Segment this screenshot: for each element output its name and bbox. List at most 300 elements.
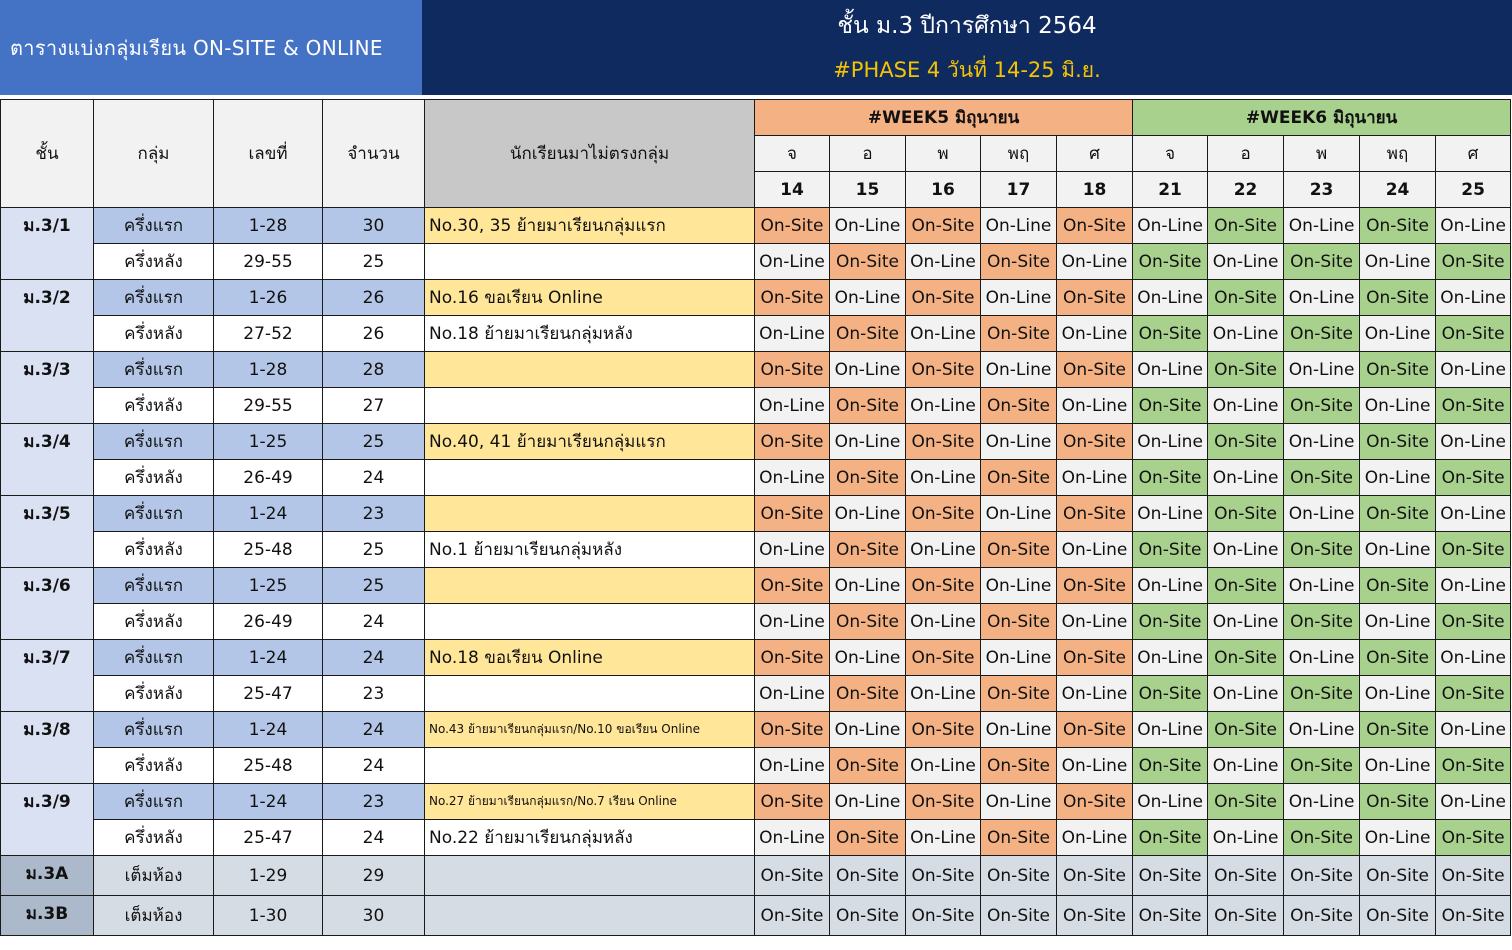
- mode-cell: On-Line: [1436, 208, 1511, 244]
- mode-cell: On-Site: [1284, 604, 1360, 640]
- group-cell: ครึ่งหลัง: [94, 748, 214, 784]
- group-cell: ครึ่งแรก: [94, 280, 214, 316]
- date-label: 15: [830, 172, 906, 208]
- mode-cell: On-Line: [906, 316, 981, 352]
- mode-cell: On-Line: [1436, 568, 1511, 604]
- day-label: จ: [755, 136, 830, 172]
- date-label: 17: [981, 172, 1057, 208]
- mode-cell: On-Site: [1057, 856, 1133, 896]
- day-label: จ: [1133, 136, 1208, 172]
- mode-cell: On-Line: [1133, 568, 1208, 604]
- mode-cell: On-Site: [1208, 712, 1284, 748]
- note-cell: No.18 ย้ายมาเรียนกลุ่มหลัง: [425, 316, 755, 352]
- mode-cell: On-Site: [755, 496, 830, 532]
- count-cell: 25: [323, 532, 425, 568]
- mode-cell: On-Line: [906, 532, 981, 568]
- mode-cell: On-Line: [1133, 784, 1208, 820]
- mode-cell: On-Site: [906, 280, 981, 316]
- mode-cell: On-Line: [1208, 460, 1284, 496]
- class-cell: ม.3/9: [1, 784, 94, 856]
- mode-cell: On-Site: [1284, 316, 1360, 352]
- mode-cell: On-Line: [755, 244, 830, 280]
- mode-cell: On-Site: [981, 388, 1057, 424]
- mode-cell: On-Site: [1133, 896, 1208, 936]
- count-cell: 24: [323, 604, 425, 640]
- note-cell: No.30, 35 ย้ายมาเรียนกลุ่มแรก: [425, 208, 755, 244]
- mode-cell: On-Line: [1057, 532, 1133, 568]
- group-cell: ครึ่งแรก: [94, 640, 214, 676]
- group-cell: เต็มห้อง: [94, 856, 214, 896]
- group-cell: ครึ่งแรก: [94, 424, 214, 460]
- mode-cell: On-Site: [1057, 208, 1133, 244]
- mode-cell: On-Site: [981, 896, 1057, 936]
- table-row: [1, 496, 1511, 532]
- class-cell: ม.3/5: [1, 496, 94, 568]
- mode-cell: On-Line: [1208, 748, 1284, 784]
- note-cell: [425, 896, 755, 936]
- count-cell: 26: [323, 280, 425, 316]
- mode-cell: On-Line: [1057, 604, 1133, 640]
- group-cell: ครึ่งแรก: [94, 208, 214, 244]
- mode-cell: On-Line: [830, 712, 906, 748]
- mode-cell: On-Line: [906, 748, 981, 784]
- mode-cell: On-Line: [906, 820, 981, 856]
- mode-cell: On-Line: [1284, 496, 1360, 532]
- mode-cell: On-Line: [981, 568, 1057, 604]
- mode-cell: On-Site: [1284, 676, 1360, 712]
- mode-cell: On-Line: [1208, 604, 1284, 640]
- note-cell: [425, 604, 755, 640]
- mode-cell: On-Line: [981, 280, 1057, 316]
- mode-cell: On-Line: [755, 748, 830, 784]
- mode-cell: On-Site: [1133, 388, 1208, 424]
- mode-cell: On-Site: [1057, 352, 1133, 388]
- mode-cell: On-Site: [906, 712, 981, 748]
- mode-cell: On-Line: [1284, 568, 1360, 604]
- mode-cell: On-Site: [830, 244, 906, 280]
- mode-cell: On-Site: [981, 748, 1057, 784]
- mode-cell: On-Site: [1436, 604, 1511, 640]
- mode-cell: On-Site: [830, 748, 906, 784]
- week5-header: #WEEK5 มิถุนายน: [755, 100, 1133, 136]
- mode-cell: On-Line: [830, 496, 906, 532]
- numbers-cell: 25-48: [214, 532, 323, 568]
- mode-cell: On-Site: [1208, 784, 1284, 820]
- mode-cell: On-Site: [1436, 460, 1511, 496]
- mode-cell: On-Line: [1284, 424, 1360, 460]
- count-cell: 26: [323, 316, 425, 352]
- mode-cell: On-Site: [1436, 896, 1511, 936]
- mode-cell: On-Line: [1133, 424, 1208, 460]
- numbers-cell: 1-28: [214, 352, 323, 388]
- group-cell: ครึ่งแรก: [94, 712, 214, 748]
- numbers-cell: 25-48: [214, 748, 323, 784]
- mode-cell: On-Site: [1208, 856, 1284, 896]
- mode-cell: On-Site: [755, 568, 830, 604]
- header-note: นักเรียนมาไม่ตรงกลุ่ม: [425, 100, 755, 208]
- mode-cell: On-Site: [830, 896, 906, 936]
- mode-cell: On-Site: [1284, 896, 1360, 936]
- note-cell: [425, 460, 755, 496]
- mode-cell: On-Site: [1133, 856, 1208, 896]
- numbers-cell: 1-24: [214, 784, 323, 820]
- date-label: 24: [1360, 172, 1436, 208]
- mode-cell: On-Site: [1208, 568, 1284, 604]
- count-cell: 29: [323, 856, 425, 896]
- count-cell: 23: [323, 496, 425, 532]
- count-cell: 24: [323, 748, 425, 784]
- mode-cell: On-Site: [1133, 460, 1208, 496]
- mode-cell: On-Site: [1436, 532, 1511, 568]
- mode-cell: On-Site: [981, 532, 1057, 568]
- mode-cell: On-Line: [1208, 316, 1284, 352]
- note-cell: [425, 244, 755, 280]
- mode-cell: On-Site: [906, 496, 981, 532]
- mode-cell: On-Site: [1360, 640, 1436, 676]
- mode-cell: On-Site: [1436, 748, 1511, 784]
- note-cell: [425, 496, 755, 532]
- mode-cell: On-Site: [755, 856, 830, 896]
- table-row: [1, 604, 1511, 640]
- class-cell: ม.3/1: [1, 208, 94, 280]
- mode-cell: On-Site: [906, 640, 981, 676]
- mode-cell: On-Site: [755, 640, 830, 676]
- mode-cell: On-Line: [1360, 316, 1436, 352]
- mode-cell: On-Site: [906, 896, 981, 936]
- day-label: พ: [906, 136, 981, 172]
- mode-cell: On-Line: [1436, 424, 1511, 460]
- date-label: 22: [1208, 172, 1284, 208]
- count-cell: 23: [323, 784, 425, 820]
- note-cell: No.43 ย้ายมาเรียนกลุ่มแรก/No.10 ขอเรียน Online: [425, 712, 755, 748]
- day-label: พฤ: [1360, 136, 1436, 172]
- class-cell: ม.3/8: [1, 712, 94, 784]
- mode-cell: On-Line: [1360, 676, 1436, 712]
- numbers-cell: 1-29: [214, 856, 323, 896]
- mode-cell: On-Line: [1436, 352, 1511, 388]
- day-label: พ: [1284, 136, 1360, 172]
- mode-cell: On-Site: [906, 208, 981, 244]
- note-cell: [425, 352, 755, 388]
- mode-cell: On-Site: [1133, 676, 1208, 712]
- group-cell: ครึ่งแรก: [94, 496, 214, 532]
- date-label: 21: [1133, 172, 1208, 208]
- numbers-cell: 1-24: [214, 496, 323, 532]
- count-cell: 30: [323, 208, 425, 244]
- mode-cell: On-Line: [1436, 784, 1511, 820]
- mode-cell: On-Line: [755, 316, 830, 352]
- table-row: [1, 568, 1511, 604]
- mode-cell: On-Site: [1436, 244, 1511, 280]
- mode-cell: On-Site: [1360, 784, 1436, 820]
- mode-cell: On-Line: [1436, 280, 1511, 316]
- count-cell: 24: [323, 820, 425, 856]
- table-row: [1, 460, 1511, 496]
- mode-cell: On-Line: [1360, 388, 1436, 424]
- count-cell: 28: [323, 352, 425, 388]
- mode-cell: On-Site: [1208, 896, 1284, 936]
- mode-cell: On-Site: [906, 352, 981, 388]
- class-cell: ม.3B: [1, 896, 94, 936]
- mode-cell: On-Line: [1360, 460, 1436, 496]
- table-row: [1, 856, 1511, 896]
- mode-cell: On-Line: [755, 604, 830, 640]
- mode-cell: On-Site: [1208, 424, 1284, 460]
- mode-cell: On-Line: [830, 424, 906, 460]
- mode-cell: On-Line: [981, 712, 1057, 748]
- mode-cell: On-Site: [1133, 316, 1208, 352]
- mode-cell: On-Line: [981, 208, 1057, 244]
- mode-cell: On-Line: [1284, 280, 1360, 316]
- header-left-banner: [0, 0, 422, 95]
- mode-cell: On-Site: [1057, 496, 1133, 532]
- mode-cell: On-Site: [906, 856, 981, 896]
- mode-cell: On-Line: [1284, 784, 1360, 820]
- mode-cell: On-Line: [1360, 604, 1436, 640]
- mode-cell: On-Line: [1133, 352, 1208, 388]
- header-left-title: ตารางแบ่งกลุ่มเรียน ON-SITE & ONLINE: [10, 35, 383, 60]
- mode-cell: On-Line: [755, 820, 830, 856]
- numbers-cell: 25-47: [214, 676, 323, 712]
- mode-cell: On-Site: [1133, 604, 1208, 640]
- mode-cell: On-Site: [981, 856, 1057, 896]
- mode-cell: On-Site: [1436, 388, 1511, 424]
- mode-cell: On-Site: [755, 784, 830, 820]
- mode-cell: On-Line: [981, 640, 1057, 676]
- mode-cell: On-Site: [1436, 676, 1511, 712]
- mode-cell: On-Site: [1436, 820, 1511, 856]
- mode-cell: On-Line: [830, 568, 906, 604]
- note-cell: [425, 568, 755, 604]
- day-label: อ: [830, 136, 906, 172]
- table-row: [1, 352, 1511, 388]
- count-cell: 24: [323, 712, 425, 748]
- mode-cell: On-Site: [755, 896, 830, 936]
- day-label: ศ: [1057, 136, 1133, 172]
- page-title: ชั้น ม.3 ปีการศึกษา 2564: [837, 13, 1097, 39]
- mode-cell: On-Site: [830, 604, 906, 640]
- day-label: อ: [1208, 136, 1284, 172]
- mode-cell: On-Site: [1057, 280, 1133, 316]
- table-row: [1, 748, 1511, 784]
- mode-cell: On-Site: [830, 460, 906, 496]
- mode-cell: On-Site: [1133, 532, 1208, 568]
- table-row: [1, 820, 1511, 856]
- mode-cell: On-Line: [1133, 208, 1208, 244]
- numbers-cell: 27-52: [214, 316, 323, 352]
- note-cell: No.27 ย้ายมาเรียนกลุ่มแรก/No.7 เรียน Online: [425, 784, 755, 820]
- date-label: 16: [906, 172, 981, 208]
- mode-cell: On-Site: [981, 604, 1057, 640]
- header-group: กลุ่ม: [94, 100, 214, 208]
- mode-cell: On-Site: [1057, 896, 1133, 936]
- mode-cell: On-Site: [1284, 748, 1360, 784]
- group-cell: ครึ่งหลัง: [94, 604, 214, 640]
- mode-cell: On-Line: [1360, 244, 1436, 280]
- mode-cell: On-Site: [1284, 388, 1360, 424]
- mode-cell: On-Line: [1284, 208, 1360, 244]
- numbers-cell: 26-49: [214, 604, 323, 640]
- group-cell: ครึ่งแรก: [94, 352, 214, 388]
- mode-cell: On-Site: [830, 820, 906, 856]
- phase-subtitle: #PHASE 4 วันที่ 14-25 มิ.ย.: [833, 58, 1101, 82]
- mode-cell: On-Line: [830, 784, 906, 820]
- mode-cell: On-Site: [981, 676, 1057, 712]
- mode-cell: On-Line: [1133, 280, 1208, 316]
- mode-cell: On-Site: [1057, 712, 1133, 748]
- note-cell: No.22 ย้ายมาเรียนกลุ่มหลัง: [425, 820, 755, 856]
- mode-cell: On-Line: [1057, 748, 1133, 784]
- mode-cell: On-Site: [1208, 208, 1284, 244]
- header-right-banner: [422, 0, 1512, 95]
- table-row: [1, 712, 1511, 748]
- mode-cell: On-Site: [1284, 460, 1360, 496]
- mode-cell: On-Line: [830, 208, 906, 244]
- mode-cell: On-Site: [1208, 640, 1284, 676]
- mode-cell: On-Line: [755, 460, 830, 496]
- note-cell: [425, 856, 755, 896]
- numbers-cell: 1-28: [214, 208, 323, 244]
- mode-cell: On-Line: [1360, 532, 1436, 568]
- mode-cell: On-Site: [1208, 352, 1284, 388]
- mode-cell: On-Line: [1284, 352, 1360, 388]
- mode-cell: On-Site: [1284, 244, 1360, 280]
- numbers-cell: 1-25: [214, 424, 323, 460]
- day-label: ศ: [1436, 136, 1511, 172]
- table-row: [1, 280, 1511, 316]
- table-row: [1, 676, 1511, 712]
- mode-cell: On-Site: [1360, 352, 1436, 388]
- note-cell: [425, 748, 755, 784]
- mode-cell: On-Line: [1208, 820, 1284, 856]
- note-cell: No.40, 41 ย้ายมาเรียนกลุ่มแรก: [425, 424, 755, 460]
- mode-cell: On-Site: [1208, 280, 1284, 316]
- mode-cell: On-Site: [1360, 496, 1436, 532]
- mode-cell: On-Site: [1284, 532, 1360, 568]
- mode-cell: On-Site: [906, 784, 981, 820]
- mode-cell: On-Site: [1057, 424, 1133, 460]
- mode-cell: On-Line: [1133, 712, 1208, 748]
- mode-cell: On-Site: [1284, 856, 1360, 896]
- mode-cell: On-Site: [1360, 712, 1436, 748]
- note-cell: [425, 388, 755, 424]
- table-row: [1, 532, 1511, 568]
- mode-cell: On-Line: [755, 532, 830, 568]
- mode-cell: On-Site: [830, 316, 906, 352]
- group-cell: ครึ่งหลัง: [94, 316, 214, 352]
- class-cell: ม.3A: [1, 856, 94, 896]
- date-label: 14: [755, 172, 830, 208]
- mode-cell: On-Site: [981, 820, 1057, 856]
- mode-cell: On-Site: [1436, 856, 1511, 896]
- week6-header: #WEEK6 มิถุนายน: [1133, 100, 1511, 136]
- mode-cell: On-Site: [830, 532, 906, 568]
- group-cell: ครึ่งหลัง: [94, 676, 214, 712]
- class-cell: ม.3/7: [1, 640, 94, 712]
- mode-cell: On-Line: [755, 388, 830, 424]
- group-cell: ครึ่งหลัง: [94, 244, 214, 280]
- group-cell: ครึ่งหลัง: [94, 820, 214, 856]
- class-cell: ม.3/4: [1, 424, 94, 496]
- mode-cell: On-Site: [1360, 568, 1436, 604]
- count-cell: 27: [323, 388, 425, 424]
- mode-cell: On-Line: [755, 676, 830, 712]
- table-row: [1, 208, 1511, 244]
- mode-cell: On-Site: [1133, 820, 1208, 856]
- class-cell: ม.3/3: [1, 352, 94, 424]
- mode-cell: On-Site: [1057, 568, 1133, 604]
- mode-cell: On-Site: [755, 352, 830, 388]
- mode-cell: On-Site: [755, 280, 830, 316]
- mode-cell: On-Site: [1208, 496, 1284, 532]
- numbers-cell: 1-24: [214, 712, 323, 748]
- mode-cell: On-Site: [981, 460, 1057, 496]
- mode-cell: On-Line: [1133, 640, 1208, 676]
- mode-cell: On-Site: [830, 388, 906, 424]
- date-label: 23: [1284, 172, 1360, 208]
- mode-cell: On-Line: [1133, 496, 1208, 532]
- mode-cell: On-Line: [1436, 640, 1511, 676]
- mode-cell: On-Site: [981, 316, 1057, 352]
- numbers-cell: 1-25: [214, 568, 323, 604]
- mode-cell: On-Site: [1360, 280, 1436, 316]
- mode-cell: On-Line: [1284, 640, 1360, 676]
- mode-cell: On-Line: [1057, 316, 1133, 352]
- mode-cell: On-Line: [1436, 712, 1511, 748]
- mode-cell: On-Site: [906, 568, 981, 604]
- table-row: [1, 896, 1511, 936]
- mode-cell: On-Line: [1360, 748, 1436, 784]
- note-cell: No.1 ย้ายมาเรียนกลุ่มหลัง: [425, 532, 755, 568]
- mode-cell: On-Site: [1284, 820, 1360, 856]
- numbers-cell: 29-55: [214, 388, 323, 424]
- mode-cell: On-Line: [1360, 820, 1436, 856]
- mode-cell: On-Line: [1208, 676, 1284, 712]
- mode-cell: On-Line: [1057, 388, 1133, 424]
- mode-cell: On-Line: [981, 784, 1057, 820]
- mode-cell: On-Line: [1057, 460, 1133, 496]
- mode-cell: On-Line: [830, 352, 906, 388]
- count-cell: 24: [323, 460, 425, 496]
- count-cell: 25: [323, 424, 425, 460]
- mode-cell: On-Line: [906, 460, 981, 496]
- mode-cell: On-Line: [906, 676, 981, 712]
- mode-cell: On-Site: [906, 424, 981, 460]
- numbers-cell: 25-47: [214, 820, 323, 856]
- group-cell: ครึ่งแรก: [94, 784, 214, 820]
- class-cell: ม.3/6: [1, 568, 94, 640]
- count-cell: 25: [323, 244, 425, 280]
- header-class: ชั้น: [1, 100, 94, 208]
- mode-cell: On-Line: [906, 388, 981, 424]
- mode-cell: On-Line: [1057, 820, 1133, 856]
- header-count: จำนวน: [323, 100, 425, 208]
- mode-cell: On-Line: [1208, 244, 1284, 280]
- mode-cell: On-Site: [830, 676, 906, 712]
- numbers-cell: 1-24: [214, 640, 323, 676]
- numbers-cell: 29-55: [214, 244, 323, 280]
- mode-cell: On-Line: [981, 352, 1057, 388]
- mode-cell: On-Site: [1360, 208, 1436, 244]
- header-numbers: เลขที่: [214, 100, 323, 208]
- group-cell: ครึ่งแรก: [94, 568, 214, 604]
- day-label: พฤ: [981, 136, 1057, 172]
- schedule-table: [0, 99, 1511, 936]
- mode-cell: On-Site: [1133, 244, 1208, 280]
- numbers-cell: 26-49: [214, 460, 323, 496]
- mode-cell: On-Site: [1133, 748, 1208, 784]
- table-row: [1, 640, 1511, 676]
